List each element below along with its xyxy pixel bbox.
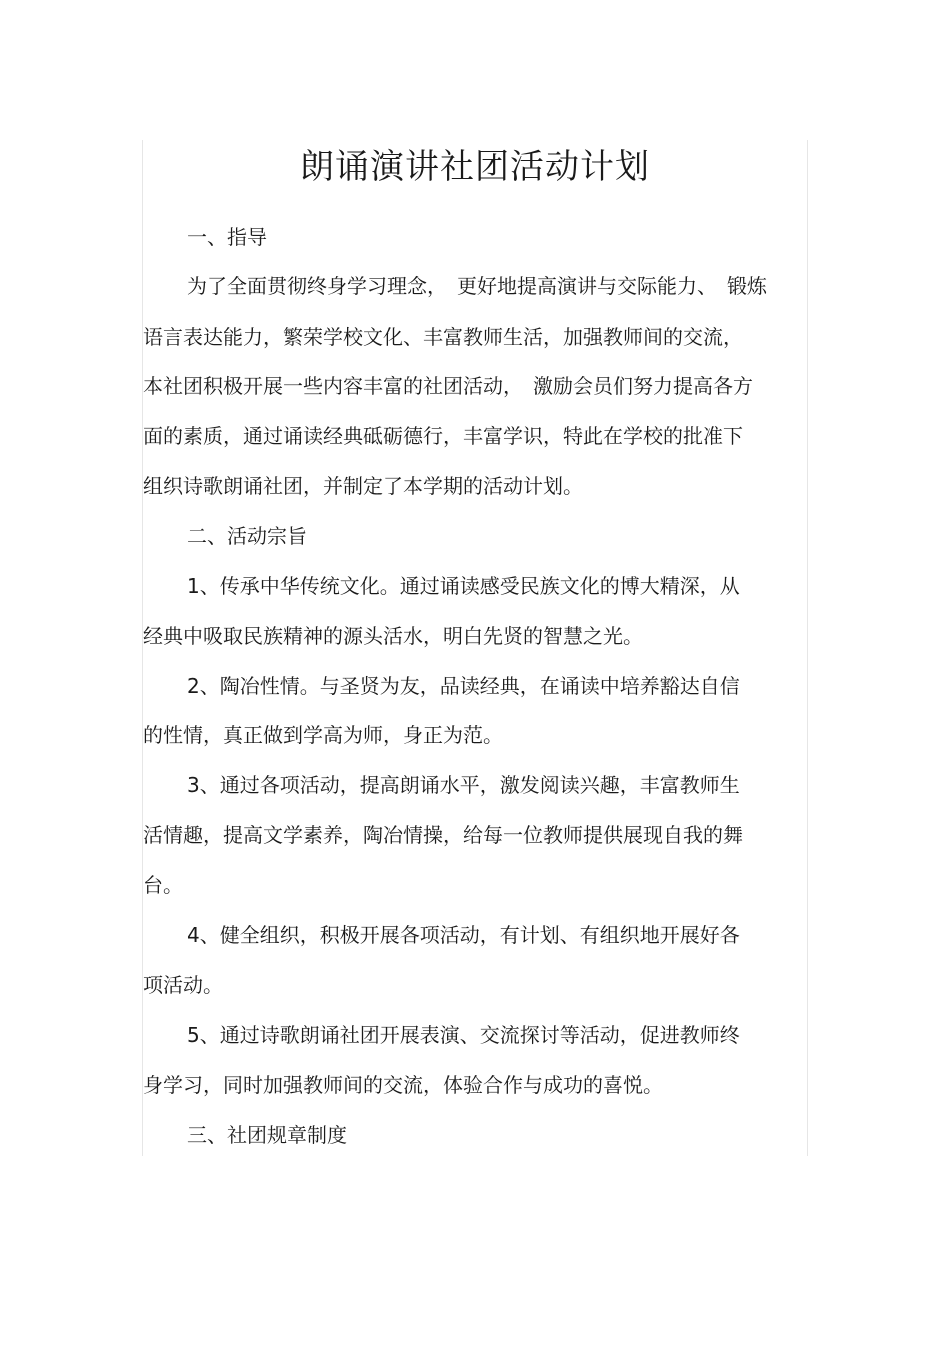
- list-item-3: 3、通过各项活动，提高朗诵水平，激发阅读兴趣，丰富教师生: [187, 773, 740, 797]
- list-item-2-cont: 的性情，真正做到学高为师，身正为范。: [143, 723, 503, 747]
- list-item-5: 5、通过诗歌朗诵社团开展表演、交流探讨等活动，促进教师终: [187, 1023, 740, 1047]
- list-item-1-cont: 经典中吸取民族精神的源头活水，明白先贤的智慧之光。: [143, 624, 643, 648]
- section-heading-purpose: 二、活动宗旨: [187, 524, 307, 548]
- list-item-1: 1、传承中华传统文化。通过诵读感受民族文化的博大精深，从: [187, 574, 740, 598]
- list-item-5-cont: 身学习，同时加强教师间的交流，体验合作与成功的喜悦。: [143, 1073, 663, 1097]
- section-heading-guidance: 一、指导: [187, 225, 267, 249]
- paragraph-line: 为了全面贯彻终身学习理念， 更好地提高演讲与交际能力、 锻炼: [187, 274, 767, 298]
- list-item-4: 4、健全组织，积极开展各项活动，有计划、有组织地开展好各: [187, 923, 740, 947]
- paragraph-line: 语言表达能力，繁荣学校文化、丰富教师生活，加强教师间的交流，: [143, 325, 743, 349]
- list-item-3-cont: 活情趣，提高文学素养，陶冶情操，给每一位教师提供展现自我的舞: [143, 823, 743, 847]
- section-heading-rules: 三、社团规章制度: [187, 1123, 347, 1147]
- paragraph-line: 本社团积极开展一些内容丰富的社团活动， 激励会员们努力提高各方: [143, 374, 753, 398]
- paragraph-line: 组织诗歌朗诵社团，并制定了本学期的活动计划。: [143, 474, 583, 498]
- list-item-2: 2、陶冶性情。与圣贤为友，品读经典，在诵读中培养豁达自信: [187, 674, 740, 698]
- paragraph-line: 面的素质，通过诵读经典砥砺德行，丰富学识，特此在学校的批准下: [143, 424, 743, 448]
- list-item-4-cont: 项活动。: [143, 973, 223, 997]
- document-title: 朗诵演讲社团活动计划: [300, 147, 650, 187]
- list-item-3-cont: 台。: [143, 873, 183, 897]
